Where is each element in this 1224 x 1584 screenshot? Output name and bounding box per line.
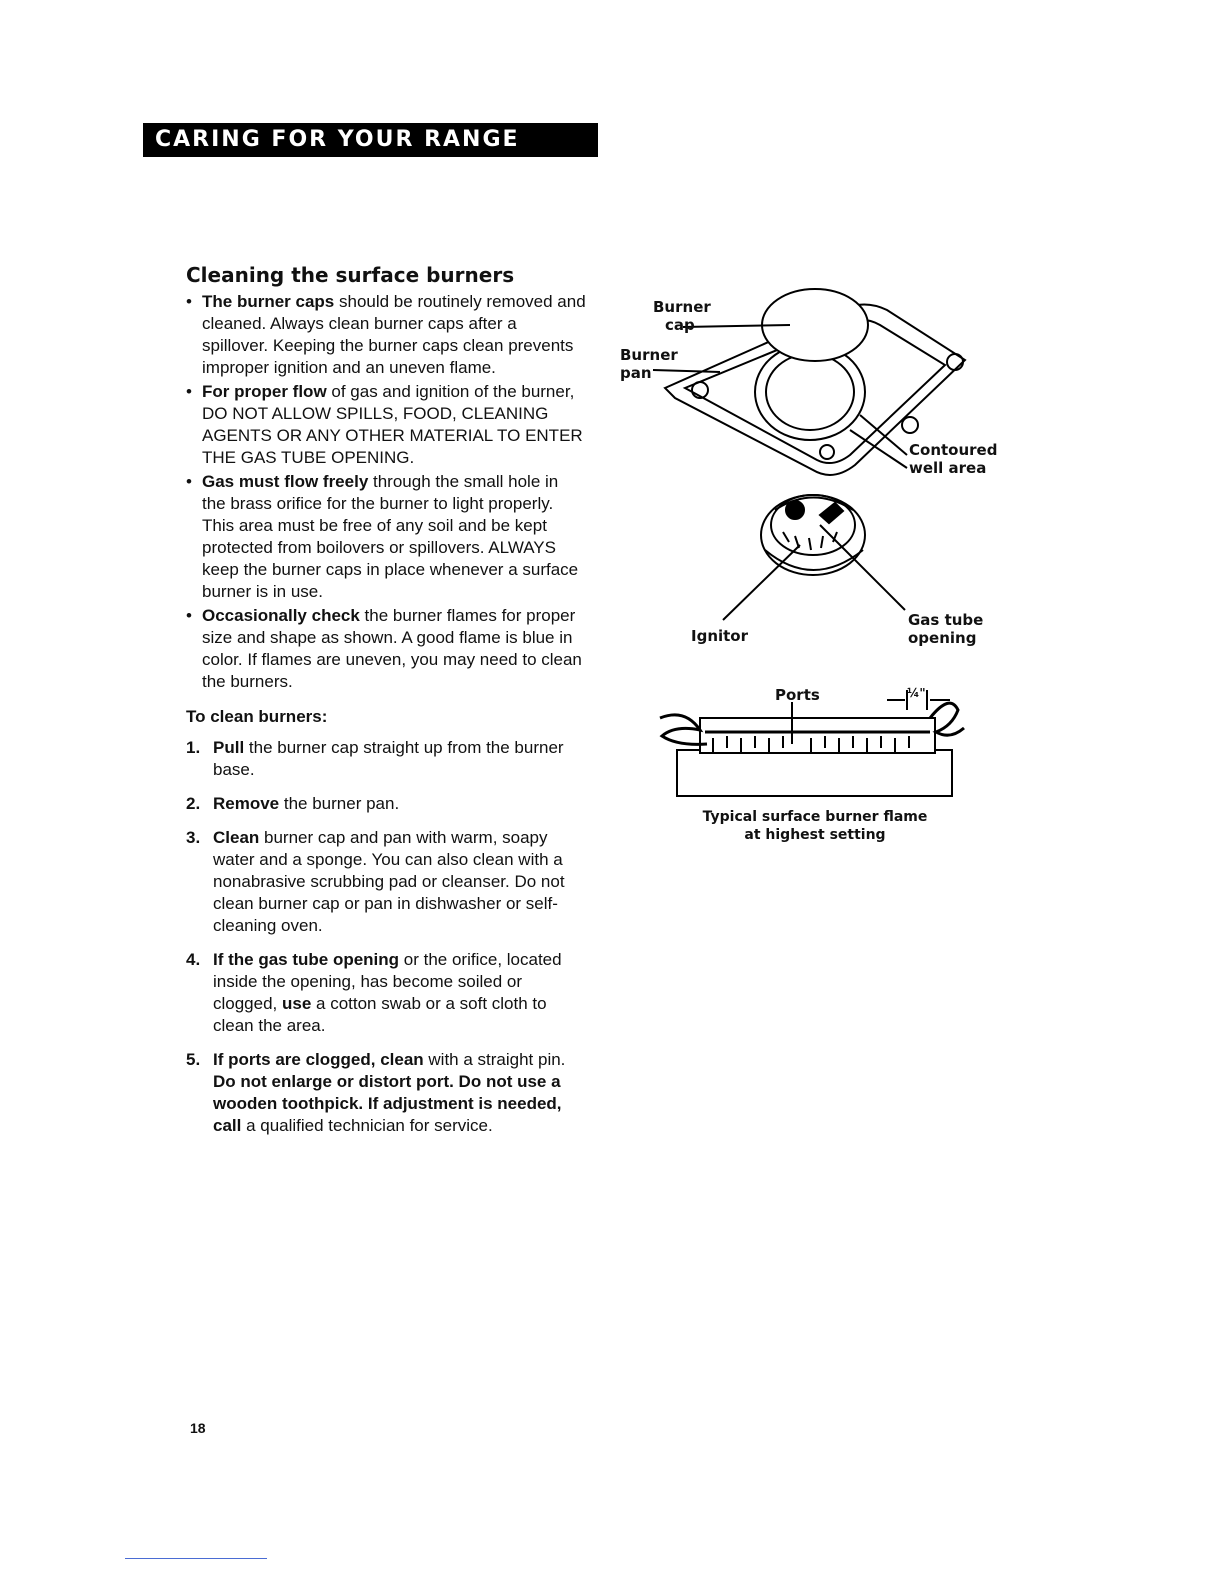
section-banner: CARING FOR YOUR RANGE (143, 123, 598, 157)
label-line: cap (665, 316, 695, 334)
label-contoured-well (909, 441, 997, 477)
label-line: Contoured (909, 441, 998, 459)
label-line: opening (908, 629, 977, 647)
label-burner-pan (620, 346, 678, 382)
step-number: 1. (186, 738, 201, 757)
tip-text: through the small hole in the brass orifice for the burner to light properly. This area must be free of any soil and be kept protected from boilovers or spillovers. ALWAYS keep the burner caps in place whenever a surface burner is in use. (202, 472, 579, 601)
label-line: Burner (620, 346, 678, 364)
step-lead: Clean (213, 828, 260, 847)
tip-text: should be routinely removed and cleaned. Always clean burner caps after a spillover. Keeping the burner caps clean prevents improper ignition and an uneven flame. (202, 292, 586, 377)
caption-line: Typical surface burner flame (702, 809, 928, 825)
step-number: 5. (186, 1050, 201, 1069)
steps-list (186, 737, 586, 1137)
step-text: a cotton swab or a soft cloth to clean the area. (213, 994, 547, 1035)
label-ignitor: Ignitor (691, 627, 749, 645)
content-column (186, 263, 586, 1149)
label-line: Gas tube (908, 611, 984, 629)
step-number: 3. (186, 828, 201, 847)
label-burner-cap (653, 298, 711, 334)
list-item (186, 1049, 586, 1137)
label-line: well area (909, 459, 987, 477)
page-number: 18 (190, 1420, 206, 1436)
step-text: burner cap and pan with warm, soapy water and a sponge. You can also clean with a nonabrasive scrubbing pad or cleanser. Do not clean burner cap or pan in dishwasher or self-cleaning oven. (213, 828, 565, 935)
tip-text: of gas and ignition of the burner, DO NOT ALLOW SPILLS, FOOD, CLEANING AGENTS OR ANY OTHER MATERIAL TO ENTER THE GAS TUBE OPENING. (202, 382, 583, 467)
tip-text: the burner flames for proper size and shape as shown. A good flame is blue in color. If flames are uneven, you may need to clean the burners. (202, 606, 582, 691)
tip-lead: Gas must flow freely (202, 472, 369, 491)
label-line: pan (620, 364, 652, 382)
step-number: 4. (186, 950, 201, 969)
list-item (186, 827, 586, 937)
step-lead: Pull (213, 738, 245, 757)
label-gas-tube-opening (908, 611, 983, 647)
list-item (186, 793, 586, 815)
figure-caption (605, 808, 1025, 844)
footer-rule (125, 1558, 267, 1559)
tip-lead: The burner caps (202, 292, 335, 311)
list-item (186, 737, 586, 781)
list-item (186, 949, 586, 1037)
label-dimension: ¼" (907, 686, 926, 700)
step-text: the burner cap straight up from the burner base. (213, 738, 564, 779)
step-text: with a straight pin. (423, 1050, 566, 1069)
step-number: 2. (186, 794, 201, 813)
step-text: a qualified technician for service. (241, 1116, 493, 1135)
step-emphasis: use (282, 994, 312, 1013)
step-text: or the orifice, located inside the opening, has become soiled or clogged, (213, 950, 562, 1013)
step-text: the burner pan. (279, 794, 400, 813)
caption-line: at highest setting (744, 827, 886, 843)
step-lead: If ports are clogged, clean (213, 1050, 424, 1069)
step-lead: Remove (213, 794, 280, 813)
section-title: Cleaning the surface burners (186, 263, 515, 287)
tip-lead: Occasionally check (202, 606, 360, 625)
tip-lead: For proper flow (202, 382, 327, 401)
step-lead: If the gas tube opening (213, 950, 400, 969)
list-item (186, 605, 586, 693)
label-line: Burner (653, 298, 711, 316)
list-item (186, 291, 586, 379)
tips-list (186, 291, 586, 693)
steps-heading: To clean burners: (186, 707, 328, 726)
burner-diagram (605, 270, 1025, 870)
step-emphasis: Do not enlarge or distort port. Do not use a wooden toothpick. If adjustment is needed, call (213, 1072, 562, 1135)
list-item (186, 381, 586, 469)
list-item (186, 471, 586, 603)
label-ports: Ports (775, 686, 820, 704)
